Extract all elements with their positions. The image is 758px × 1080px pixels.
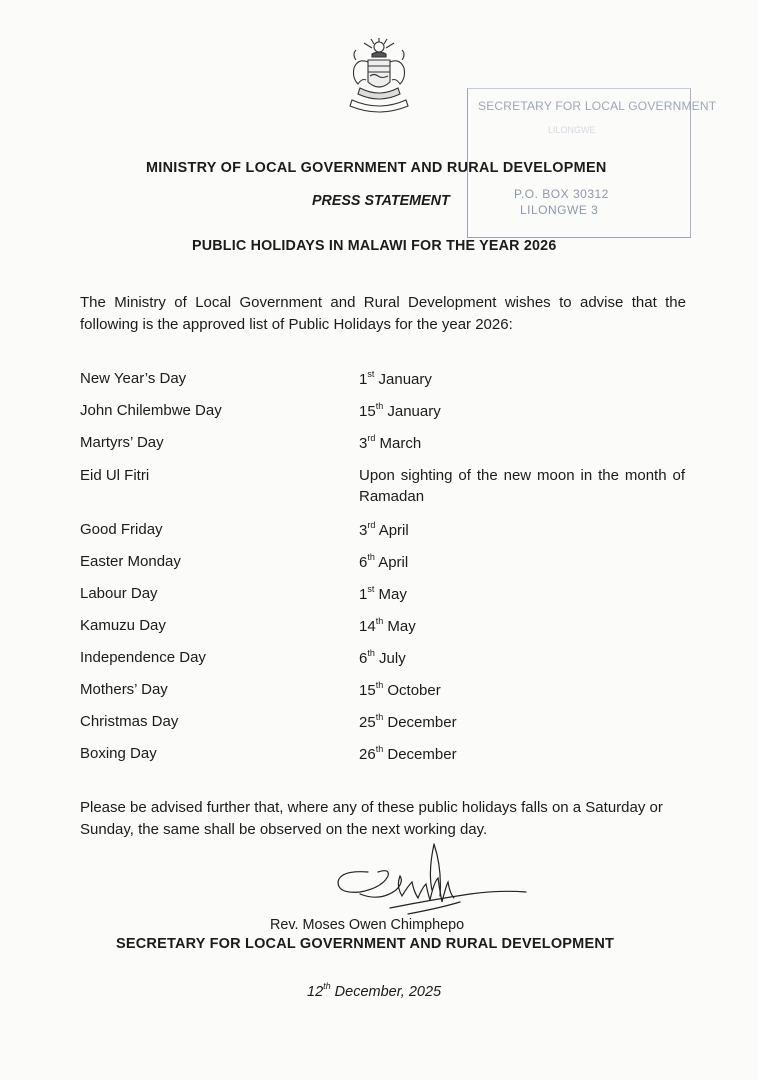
document-date: 12th December, 2025 (307, 981, 442, 1000)
holiday-name: Independence Day (80, 649, 206, 666)
holiday-date: 26th December (359, 744, 457, 763)
holiday-date: 14th May (359, 616, 416, 635)
coat-of-arms-icon (344, 38, 414, 114)
ministry-name: MINISTRY OF LOCAL GOVERNMENT AND RURAL DEVELOPMEN (146, 160, 607, 176)
document-heading: PUBLIC HOLIDAYS IN MALAWI FOR THE YEAR 2026 (192, 238, 557, 254)
holiday-name: Martyrs’ Day (80, 434, 164, 451)
holiday-date: 3rd April (359, 520, 409, 539)
holiday-date: 6th July (359, 648, 406, 667)
holiday-name: Boxing Day (80, 745, 157, 762)
holiday-date: Upon sighting of the new moon in the month of Ramadan (359, 467, 685, 505)
stamp-po-box: P.O. BOX 30312 (514, 187, 609, 201)
holiday-date: 3rd March (359, 433, 422, 452)
holiday-name: Good Friday (80, 521, 163, 538)
intro-paragraph: The Ministry of Local Government and Rural Development wishes to advise that the following is the approved list of Public Holidays for the year 2026: (80, 294, 686, 333)
holiday-date: 1st January (359, 369, 432, 388)
closing-paragraph: Please be advised further that, where any of these public holidays falls on a Saturday or Sunday, the same shall be observed on the next working day. (80, 799, 663, 838)
holiday-name: Eid Ul Fitri (80, 467, 150, 484)
stamp-title: SECRETARY FOR LOCAL GOVERNMENT (478, 99, 717, 113)
stamp-faded-text: LILONGWE (548, 125, 596, 135)
holiday-name: New Year’s Day (80, 370, 187, 387)
stamp-city: LILONGWE 3 (520, 203, 599, 217)
holiday-date: 15th January (359, 401, 441, 420)
holiday-date: 25th December (359, 712, 457, 731)
signer-title: SECRETARY FOR LOCAL GOVERNMENT AND RURAL DEVELOPMENT (116, 936, 615, 952)
holiday-name: Easter Monday (80, 553, 181, 570)
holiday-date: 6th April (359, 552, 409, 571)
signer-name: Rev. Moses Owen Chimphepo (270, 917, 465, 933)
holiday-date: 15th October (359, 680, 441, 699)
holiday-name: Labour Day (80, 585, 158, 602)
holiday-name: John Chilembwe Day (80, 402, 222, 419)
holiday-name: Christmas Day (80, 713, 179, 730)
holiday-name: Kamuzu Day (80, 617, 166, 634)
press-statement-label: PRESS STATEMENT (312, 193, 450, 209)
holiday-date: 1st May (359, 584, 407, 603)
holiday-name: Mothers’ Day (80, 681, 168, 698)
